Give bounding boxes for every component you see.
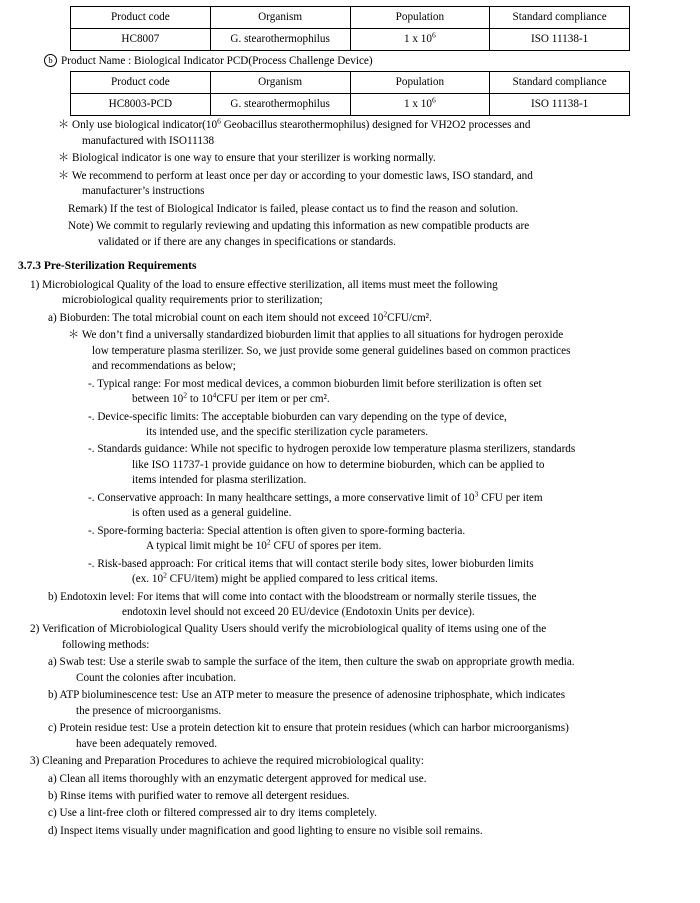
item-2a-text: Swab test: Use a sterile swab to sample the surface of the item, then culture the swab on appropriate growth media.	[59, 656, 575, 669]
item-3-text: Cleaning and Preparation Procedures to achieve the required microbiological quality:	[42, 755, 424, 768]
list-marker-b: b	[44, 54, 57, 67]
dash-text: Risk-based approach: For critical items that will contact sterile body sites, lower bioburden limits	[97, 557, 534, 570]
dash-text: Device-specific limits: The acceptable bioburden can vary depending on the type of device,	[97, 410, 507, 423]
item-3d-label: d)	[48, 824, 58, 837]
table-row	[71, 94, 630, 116]
item-1-cont: microbiological quality requirements prior to sterilization;	[62, 294, 323, 307]
item-1a-label: a)	[48, 311, 57, 324]
item-2c	[16, 721, 684, 752]
item-2b-cont: the presence of microorganisms.	[76, 704, 222, 717]
dash-label: -.	[88, 410, 95, 423]
section-title: Pre-Sterilization Requirements	[43, 260, 197, 273]
bullet-asterisk: ＊	[58, 152, 70, 165]
dash-item-spore-forming	[16, 524, 684, 555]
cell-product-code: HC8007	[71, 29, 211, 51]
note-star-1-sup: 6	[217, 116, 221, 126]
dash-text: Standards guidance: While not specific to hydrogen peroxide low temperature plasma sterilizers, standards	[97, 443, 576, 456]
item-2a	[16, 655, 684, 686]
cell-population: 1 x $10^6$	[350, 94, 490, 116]
bullet-asterisk: ＊	[58, 119, 70, 132]
dash-text: Spore-forming bacteria: Special attention is often given to spore-forming bacteria.	[97, 524, 466, 537]
item-1b-label: b)	[48, 590, 58, 603]
cell-organism: G. stearothermophilus	[210, 29, 350, 51]
dash-cont: is often used as a general guideline.	[132, 507, 292, 520]
item-1a-note-b: low temperature plasma sterilizer. So, we just provide some general guidelines based on common practices	[92, 344, 571, 357]
item-2b-text: ATP bioluminescence test: Use an ATP meter to measure the presence of adenosine triphosphate, which indicates	[59, 689, 566, 702]
item-2c-label: c)	[48, 722, 57, 735]
note-star-1-text-a: Only use biological indicator(10	[72, 119, 218, 132]
item-1a	[16, 311, 684, 326]
item-1a-text-b: CFU/cm².	[387, 311, 432, 324]
item-2c-text: Protein residue test: Use a protein detection kit to ensure that protein residues (which can harbor microorganisms)	[59, 722, 569, 735]
cell-standard: ISO 11138-1	[490, 94, 630, 116]
note-text: Note) We commit to regularly reviewing and updating this information as new compatible products are	[68, 220, 530, 233]
table-header-row	[71, 7, 630, 29]
cell-standard: ISO 11138-1	[490, 29, 630, 51]
item-3c-text: Use a lint-free cloth or filtered compressed air to dry items completely.	[59, 807, 377, 820]
dash-label: -.	[88, 557, 95, 570]
item-3b-text: Rinse items with purified water to remove all detergent residues.	[60, 789, 350, 802]
item-1a-text-a: Bioburden: The total microbial count on each item should not exceed 10	[59, 311, 384, 324]
item-3a-text: Clean all items thoroughly with an enzymatic detergent approved for medical use.	[59, 772, 427, 785]
dash-cont-b: items intended for plasma sterilization.	[132, 474, 307, 487]
dash-item-device-specific	[16, 410, 684, 441]
note-star-1-text-b: Geobacillus stearothermophilus) designed for VH2O2 processes and	[220, 119, 531, 132]
dash-cont: its intended use, and the specific sterilization cycle parameters.	[146, 426, 429, 439]
bullet-asterisk: ＊	[68, 329, 80, 342]
col-organism: Organism	[210, 7, 350, 29]
note-star-3-text: We recommend to perform at least once per day or according to your domestic laws, ISO standard, and	[71, 169, 533, 182]
cell-organism: G. stearothermophilus	[210, 94, 350, 116]
col-product-code: Product code	[71, 72, 211, 94]
note-star-2	[16, 151, 684, 166]
note-star-1-cont: manufactured with ISO11138	[82, 134, 215, 147]
item-1a-sup: 2	[383, 309, 388, 319]
item-2-label: 2)	[30, 623, 40, 636]
item-2-cont: following methods:	[62, 638, 150, 651]
dash-text-b: CFU per item	[478, 491, 543, 504]
remark-line	[16, 202, 684, 217]
dash-label: -.	[88, 377, 95, 390]
spec-table-2	[70, 71, 630, 116]
dash-text-a: Conservative approach: In many healthcare settings, a more conservative limit of 10	[97, 491, 475, 504]
col-standard-compliance: Standard compliance	[490, 72, 630, 94]
item-3d	[16, 824, 684, 839]
item-2b	[16, 688, 684, 719]
item-3	[16, 754, 684, 769]
note-star-1	[16, 118, 684, 149]
table-row	[71, 29, 630, 51]
item-1a-note-a: We don’t find a universally standardized bioburden limit that applies to all situations for hydrogen peroxide	[81, 329, 564, 342]
item-2a-cont: Count the colonies after incubation.	[76, 671, 237, 684]
dash-cont: between $10^2$ to $10^4CFU$ per item or per cm².	[132, 390, 330, 406]
item-3a-label: a)	[48, 772, 57, 785]
col-standard-compliance: Standard compliance	[490, 7, 630, 29]
spec-table-1-wrap	[16, 6, 684, 51]
col-organism: Organism	[210, 72, 350, 94]
dash-label: -.	[88, 524, 95, 537]
dash-cont-a: like ISO 11737-1 provide guidance on how to determine bioburden, which can be applied to	[132, 458, 545, 471]
product-name-text: Product Name : Biological Indicator PCD(Process Challenge Device)	[61, 55, 373, 67]
item-1	[16, 278, 684, 309]
dash-item-risk-based	[16, 557, 684, 588]
item-3c-label: c)	[48, 807, 57, 820]
item-2-text: Verification of Microbiological Quality Users should verify the microbiological quality of items using one of the	[41, 623, 547, 636]
section-number: 3.7.3	[18, 260, 41, 273]
note-star-2-text: Biological indicator is one way to ensure that your sterilizer is working normally.	[72, 152, 436, 165]
item-3a	[16, 772, 684, 787]
col-product-code: Product code	[71, 7, 211, 29]
dash-sup: 3	[474, 489, 479, 499]
spec-table-1	[70, 6, 630, 51]
dash-cont: (ex. $10^2$ CFU/item) might be applied compared to less critical items.	[132, 570, 438, 586]
dash-item-conservative-approach	[16, 491, 684, 522]
item-2b-label: b)	[48, 689, 58, 702]
item-1a-note	[16, 328, 684, 374]
item-3-label: 3)	[30, 755, 40, 768]
note-star-3-cont: manufacturer’s instructions	[82, 185, 205, 198]
item-3c	[16, 806, 684, 821]
item-1b-text: Endotoxin level: For items that will come into contact with the bloodstream or normally sterile tissues, the	[60, 590, 537, 603]
item-3b-label: b)	[48, 789, 58, 802]
item-2	[16, 622, 684, 653]
dash-label: -.	[88, 491, 95, 504]
item-1-text: Microbiological Quality of the load to ensure effective sterilization, all items must meet the following	[42, 278, 498, 291]
dash-label: -.	[88, 443, 95, 456]
col-population: Population	[350, 7, 490, 29]
dash-item-typical-range	[16, 377, 684, 408]
spec-table-2-wrap	[16, 71, 684, 116]
item-2c-cont: have been adequately removed.	[76, 737, 218, 750]
bullet-asterisk: ＊	[58, 169, 70, 182]
item-1b-cont: endotoxin level should not exceed 20 EU/device (Endotoxin Units per device).	[122, 606, 475, 618]
item-2a-label: a)	[48, 656, 57, 669]
cell-population: 1 x $10^6$	[350, 29, 490, 51]
remark-text: Remark) If the test of Biological Indicator is failed, please contact us to find the reason and solution.	[68, 202, 519, 215]
dash-cont: A typical limit might be $10^2$ CFU of spores per item.	[146, 537, 382, 553]
item-3d-text: Inspect items visually under magnification and good lighting to ensure no visible soil remains.	[60, 824, 483, 837]
note-cont: validated or if there are any changes in specifications or standards.	[98, 235, 396, 248]
product-name-line	[44, 54, 684, 69]
col-population: Population	[350, 72, 490, 94]
cell-product-code: HC8003-PCD	[71, 94, 211, 116]
item-1b	[16, 590, 684, 621]
note-line	[16, 219, 684, 250]
note-star-3	[16, 169, 684, 200]
dash-item-standards-guidance	[16, 442, 684, 488]
item-1-label: 1)	[30, 278, 40, 291]
item-1a-note-c: and recommendations as below;	[92, 360, 236, 373]
section-heading	[16, 259, 684, 275]
dash-text: Typical range: For most medical devices, a common bioburden limit before sterilization is often set	[97, 377, 542, 390]
table-header-row	[71, 72, 630, 94]
item-3b	[16, 789, 684, 804]
